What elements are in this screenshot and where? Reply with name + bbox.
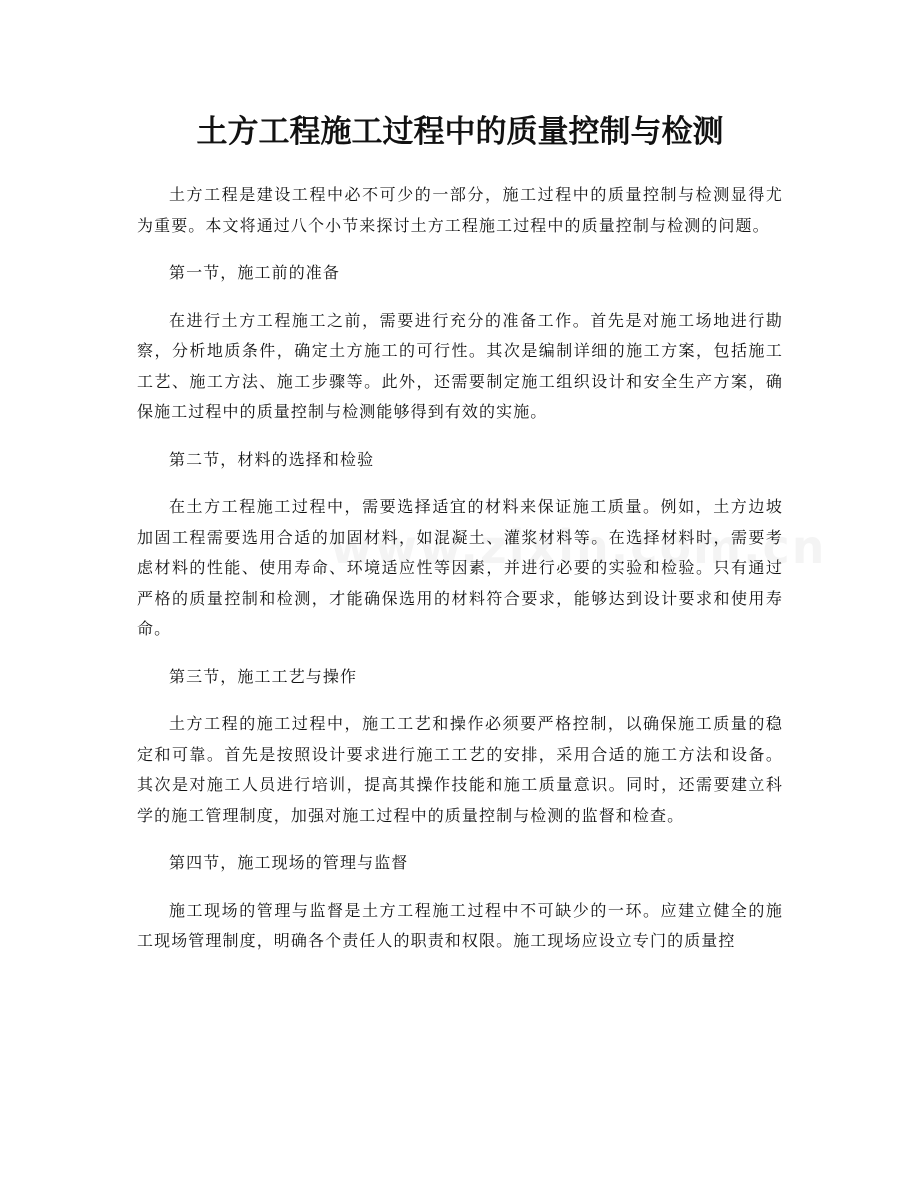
section-2-heading: 第二节，材料的选择和检验 [169, 449, 375, 469]
section-1-paragraph: 在进行土方工程施工之前，需要进行充分的准备工作。首先是对施工场地进行勘察，分析地质条件，确定土方施工的可行性。其次是编制详细的施工方案，包括施工工艺、施工方法、施工步骤等。此外，还需要制定施工组织设计和安全生产方案，确保施工过程中的质量控制与检测能够得到有效的实施。 [137, 310, 783, 421]
section-2-paragraph: 在土方工程施工过程中，需要选择适宜的材料来保证施工质量。例如，土方边坡加固工程需要选用合适的加固材料，如混凝土、灌浆材料等。在选择材料时，需要考虑材料的性能、使用寿命、环境适应性等因素，并进行必要的实验和检验。只有通过严格的质量控制和检测，才能确保选用的材料符合要求，能够达到设计要求和使用寿命。 [137, 497, 783, 638]
document-body [137, 180, 783, 974]
section-3-paragraph: 土方工程的施工过程中，施工工艺和操作必须要严格控制，以确保施工质量的稳定和可靠。首先是按照设计要求进行施工工艺的安排，采用合适的施工方法和设备。其次是对施工人员进行培训，提高其操作技能和施工质量意识。同时，还需要建立科学的施工管理制度，加强对施工过程中的质量控制与检测的监督和检查。 [137, 714, 783, 825]
section-4-paragraph: 施工现场的管理与监督是土方工程施工过程中不可缺少的一环。应建立健全的施工现场管理制度，明确各个责任人的职责和权限。施工现场应设立专门的质量控 [137, 900, 783, 950]
section-4-heading: 第四节，施工现场的管理与监督 [169, 853, 409, 872]
intro-paragraph: 土方工程是建设工程中必不可少的一部分，施工过程中的质量控制与检测显得尤为重要。本文将通过八个小节来探讨土方工程施工过程中的质量控制与检测的问题。 [137, 185, 783, 235]
section-1-heading: 第一节，施工前的准备 [169, 263, 341, 282]
document-title: 土方工程施工过程中的质量控制与检测 [196, 114, 724, 150]
section-3-heading: 第三节，施工工艺与操作 [169, 666, 358, 686]
